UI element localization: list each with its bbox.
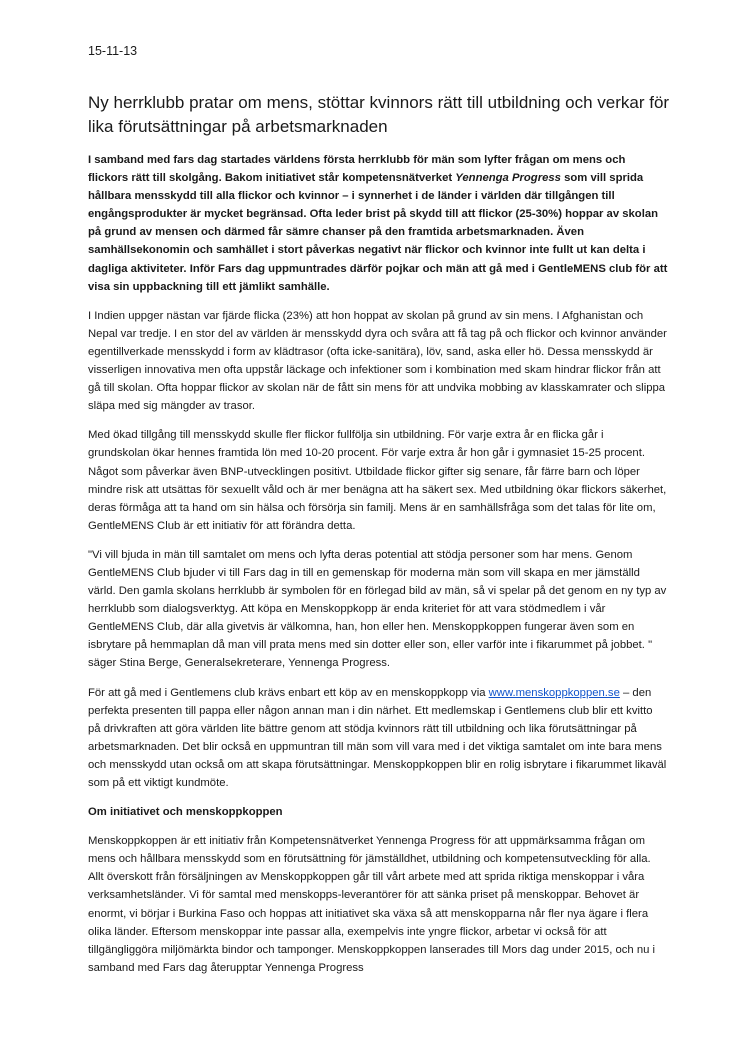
section-subheading: Om initiativet och menskoppkoppen <box>88 806 283 819</box>
document-title: Ny herrklubb pratar om mens, stöttar kvinnors rätt till utbildning och verkar för lika förutsättningar på arbetsmarknaden <box>88 93 670 136</box>
lead-org-name: Yennenga Progress <box>455 172 561 185</box>
body-paragraph-1: I Indien uppger nästan var fjärde flicka (23%) att hon hoppat av skolan på grund av sin mens. I Afghanistan och Nepal var tredje. I en stor del av världen är mensskydd dyra och svåra att få tag på och flickor och kvinnor använder egentillverkade mensskydd i form av klädtrasor (ofta icke-sanitära), löv, sand, aska eller hö. Dessa mensskydd är visserligen innovativa men ofta uppstår läckage och infektioner som i kombination med skam hindrar flickor från att gå till skolan. Ofta hoppar flickor av skolan när de fått sin mens för att undvika mobbing av klasskamrater och slippa släpa med sig mängder av trasor. <box>88 309 667 413</box>
quote-paragraph: "Vi vill bjuda in män till samtalet om mens och lyfta deras potential att stödja personer som har mens. Genom GentleMENS Club bjuder vi till Fars dag in till en gemenskap för moderna män som vill skapa en mer jämställd värld. Den gamla skolans herrklubb är symbolen för en förlegad bild av män, så vi spelar på det genom en ny typ av herrklubb som dialogsverktyg. Att köpa en Menskoppkopp är enda kriteriet för att vara stödmedlem i vår GentleMENS Club, där alla givetvis är välkomna, han, hon eller hen. Menskoppkoppen fungerar även som en isbrytare på hemmaplan då man vill prata mens med sin dotter eller son, eller varför inte i fikarummet på jobbet. " säger Stina Berge, Generalsekreterare, Yennenga Progress. <box>88 548 667 670</box>
lead-paragraph <box>88 151 668 296</box>
body-paragraph-4: Menskoppkoppen är ett initiativ från Kompetensnätverket Yennenga Progress för att uppmärksamma frågan om mens och hållbara mensskydd som en förutsättning för jämställdhet, utbildning och kompetensutveckling för alla. Allt överskott från försäljningen av Menskoppkoppen går till vårt arbete med att sprida riktiga menskoppar i våra verksamhetsländer. Vi för samtal med menskopps-leverantörer för att sänka priset på menskoppar. Behovet är enormt, vi börjar i Burkina Faso och hoppas att initiativet ska växa så att menskopparna når fler nya ägare i flera olika länder. Eftersom menskoppar inte passar alla, exempelvis inte yngre flickor, arbetar vi också för att tillgängliggöra miljömärkta bindor och tamponger. Menskoppkoppen lanserades till Mors dag under 2015, och nu i samband med Fars dag återupptar Yennenga Progress <box>88 835 656 974</box>
body-paragraph-2: Med ökad tillgång till mensskydd skulle fler flickor fullfölja sin utbildning. För varje extra år en flicka går i grundskolan ökar hennes framtida lön med 10-20 procent. För varje extra år hon går i gymnasiet 15-25 procent. Något som påverkar även BNP-utvecklingen positivt. Utbildade flickor gifter sig senare, får färre barn och löper mindre risk att utsättas för sexuellt våld och är mer benägna att ha säkert sex. Med utbildning ökar flickors säkerhet, deras förmåga att ta hand om sin hälsa och försörja sin familj. Mens är en samhällsfråga som det talas för lite om, GentleMENS Club är ett initiativ för att förändra detta. <box>88 429 667 532</box>
document-date: 15-11-13 <box>88 44 138 58</box>
para3-text-before: För att gå med i Gentlemens club krävs enbart ett köp av en menskoppkopp via <box>88 686 489 699</box>
document-body <box>88 151 668 988</box>
lead-text-part2: som vill sprida hållbara mensskydd till alla flickor och kvinnor – i synnerhet i de länder i världen där tillgången till engångsprodukter är mycket begränsad. Ofta leder brist på skydd till att flickor (25-30%) hoppar av skolan på grund av mensen och därmed får sämre chanser på den framtida arbetsmarknaden. Även samhällsekonomin och samhället i stort påverkas negativt när flickor och kvinnor inte fullt ut kan delta i dagliga aktiviteter. Inför Fars dag uppmuntrades därför pojkar och män att gå med i GentleMENS club för att visa sin uppbackning till ett jämlikt samhälle. <box>88 172 668 293</box>
para3-text-after: – den perfekta presenten till pappa eller någon annan man i din närhet. Ett medlemskap i Gentlemens club blir ett kvitto på drivkraften att göra världen lite bättre genom att stödja kvinnors rätt till utbildning och lika förutsättningar på arbetsmarknaden. Det blir också en uppmuntran till män som vill vara med i det viktiga samtalet om inte bara mens och mensskydd utan också om att skapa förutsättningar. Menskoppkoppen blir en rolig isbrytare i fikarummet likaväl som på ett viktigt kundmöte. <box>88 686 667 789</box>
lead-text-part1: I samband med fars dag startades världens första herrklubb för män som lyfter frågan om mens och flickors rätt till skolgång. Bakom initiativet står kompetensnätverket <box>88 154 626 185</box>
menskoppkoppen-link[interactable]: www.menskoppkoppen.se <box>488 686 620 699</box>
body-paragraph-3 <box>88 684 668 793</box>
